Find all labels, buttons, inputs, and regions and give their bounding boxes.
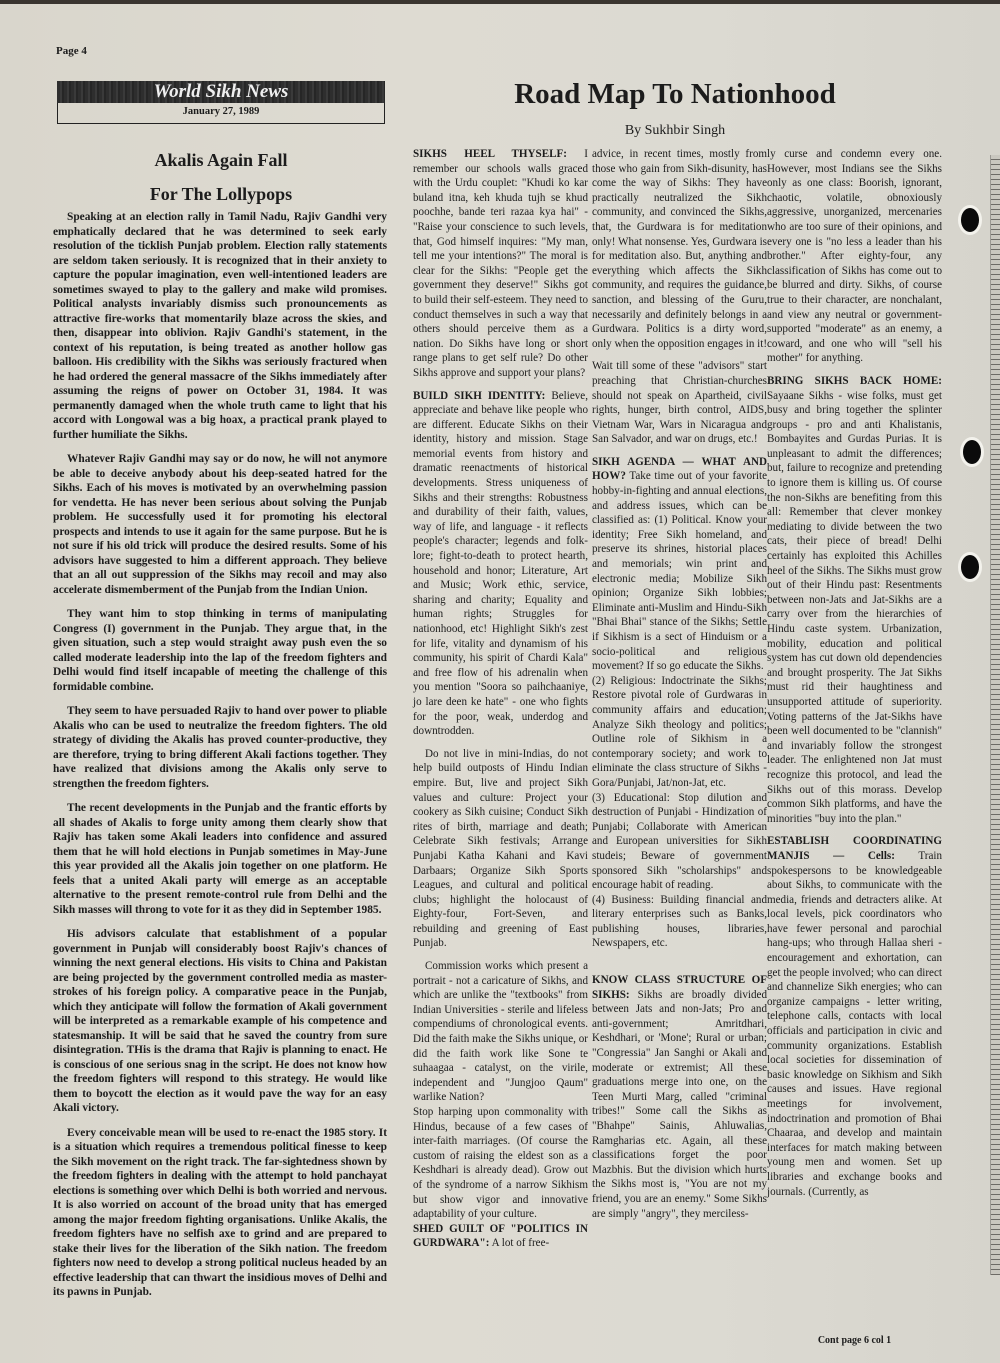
article-column-2 bbox=[592, 147, 767, 1229]
column-paragraph: ly curse and condemn every one. However, most Indians see the Sikhs only as one class: Boorish, ignorant, chaotic, volatile, obnoxiously aggressive, unorganized, mercenaries who are too sure of their opinions, and every one is "no less a leader than his brother." After eighty-four, any classification of Sikhs has come out to be blurred and dirty. Sikhs, of course true to their character, are nonchalant, and view any neutral or government-supported "moderate" as an enemy, a coward, and one who will "sell his mother" for anything. bbox=[767, 148, 942, 365]
column-paragraph: Stop harping upon commonality with Hindus, because of a few cases of inter-faith marriages. (Of course the custom of raising the eldest son as a Keshdhari is already dead). Grow out of the syndrome of a narrow Sikhism but show vigor and innovative adaptability of your culture. bbox=[413, 1106, 588, 1221]
punch-hole-icon bbox=[963, 440, 981, 464]
left-paragraph: Speaking at an election rally in Tamil Nadu, Rajiv Gandhi very emphatically declared that he was determined to seek early resolution of the ticklish Punjab problem. Election rally statements are seldom taken seriously. It is recognized that in their anxiety to capture the popular imagination, even well-intentioned leaders are sometimes swayed to play to the gallery and make wild promises. Political analysts invariably dismiss such pronouncements as attractive fire-works that momentarily blaze across the skies, and then, disappear into oblivion. Rajiv Gandhi's statement, in the context of his reputation, is being treated as another hollow gas balloon. His credibility with the Sikhs was seriously fractured when he had ordered the general massacre of the Sikhs immediately after assuming the reigns of power on October 31, 1984. It was permanently damaged when the whole truth came to light that his accord with Longowal was a big hoax, a practical prank played to further humiliate the Sikhs. bbox=[53, 211, 387, 441]
section-heading: ESTABLISH COORDINATING MANJIS — Cells: bbox=[767, 835, 942, 862]
section-heading: SIKH AGENDA — WHAT AND HOW? bbox=[592, 455, 767, 483]
paragraph-text: Train spokespersons to be knowledgeable about Sikhs, to communicate with the media, friends and detracters alike. At local levels, pick coordinators who have fewer personal and parochial hang-ups; who through Hallaa sheri - encouragement and exhortation, can get the people involved; who can direct and channelize Sikh energies; who can organize campaigns - letter writing, telephone calls, contacts with local officials and participation in civic and community organizations. Establish local societies for dissemination of basic knowledge on Sikhism and Sikh causes and issues. Have regional meetings for involvement, indoctrination and promotion of Bhai Chaaraa, and develop and maintain interfaces for match making between young men and women. Set up libraries and exchange books and journals. (Currently, as bbox=[767, 849, 942, 1198]
column-paragraph bbox=[767, 834, 942, 1199]
column-paragraph bbox=[413, 1222, 588, 1251]
column-paragraph: Wait till some of these "advisors" start preaching that Christian-churches should not speak on Apartheid, civil rights, hunger, birth control, AIDS, Vietnam War, Wars in Nicaragua and San Salvador, and war on drugs, etc.! bbox=[592, 360, 767, 446]
paragraph-text: Sikhs are broadly divided between Jats and non-Jats; Pro and anti-government; Amritdhari, Keshdhari, or 'Mone'; Rural or urban; "Congressia" Jan Sanghi or Akali and moderate or extremist; All these graduations merge into one, on the Teen Murti Marg, called "criminal tribes!" Some call the Sikhs as "Bhahpe" Sainis, Ahluwalias, Ramgharias etc. Again, all these classifications forget the poor Mazbhis. But the division which hurts the Sikhs most is, "You are not my friend, you are an enemy." Some Sikhs are simply "angry", they merciless- bbox=[592, 988, 767, 1220]
left-headline-line2: For The Lollypops bbox=[149, 184, 293, 204]
column-paragraph: Do not live in mini-Indias, do not help build outposts of Hindu Indian empire. But, live and project Sikh values and culture: Project your cookery as Sikh cuisine; Conduct Sikh rites of birth, marriage and death; Celebrate Sikh festivals; Arrange Punjabi Katha Kahani and Kavi Darbaars; Organize Sikh Sports Leagues, and cultural and political clubs; highlight the holocaust of Eighty-four, Fort-Seven, and rebuilding and greening of East Punjab. bbox=[413, 747, 588, 950]
paragraph-text: Believe, appreciate and behave like people who are different. Educate Sikhs on their identity, history and mission. Stage memorial events from history and dramatic reenactments of historical developments. Stress uniqueness of Sikhs and their strengths: Robustness and durability of their faith, values, way of life, and language - it reflects people's character; legends and folk-lore; fight-to-death to protect hearth, household and honor; Literature, Art and Music; Work ethic, service, sharing and charity; Equality and human rights; Struggles for nationhood, etc! Highlight Sikh's zest for life, vitality and dynamism of his community, his spirit of Chardi Kala" and free flow of his adrenalin when you mention "Soora so paihchaaniye, jo lare deen ke hate" - one who fights for the poor, weak, underdog and downtrodden. bbox=[413, 389, 588, 738]
masthead-date: January 27, 1989 bbox=[182, 106, 260, 117]
column-paragraph bbox=[592, 973, 767, 1221]
left-paragraph: Every conceivable mean will be used to re-enact the 1985 story. It is a situation which requires a tremendous political finesse to keep the Sikh movement on the right track. The far-sightedness shown by the freedom fighters in dealing with the attempt to hold panchayat elections is something over which Delhi is both worried and nervous. It is also worried on account of the broad unity that has emerged among the major freedom fighting organisations. Unlike Akalis, the freedom fighters have no selfish axe to grind and are prepared to stake their lives for the liberation of the Sikh nation. The freedom fighters now need to develop a strong political nucleus headed by an effective leadership that can thwart the insidious moves of Delhi and its pawns in Punjab. bbox=[53, 1126, 387, 1298]
column-paragraph: (4) Business: Building financial and literary enterprises such as Banks, publishing houses, libraries, Newspapers, etc. bbox=[592, 893, 767, 950]
left-paragraph: His advisors calculate that establishment of a popular government in Punjab will considerably boost Rajiv's chances of winning the next general elections. His visits to China and Pakistan are being projected by the government controlled media as master-strokes of his foreign policy. A comparative peace in the Punjab, which they anticipate will follow the formation of Akali government will be interpreted as a remarkable example of his competence and statesmanship. It will be said that he saved the country from sure disintegration. THis is the drama that Rajiv is planning to enact. He is conscious of one serious snag in the script. He does not know how the freedom fighters will respond to this strategy. He would like them to boycott the election as it would pave the way for an easy Akali victory. bbox=[53, 928, 387, 1114]
column-paragraph: (2) Religious: Indoctrinate the Sikhs; Restore pivotal role of Gurdwaras in community affairs and education; Analyze Sikh theology and politics; Outline role of Sikhism in a contemporary society; and work to eliminate the class structure of Sikhs - Gora/Punjabi, Jat/non-Jat, etc. bbox=[592, 674, 767, 789]
paragraph-text: I remember our schools walls graced with the Urdu couplet: "Khudi ko kar buland itna, keh khuda tujh se khud poochhe, bande teri razaa kya hai" - "Raise your conscience to such levels, that, God himself inquires: "My man, tell me your intentions?" The moral is clear for the Sikhs: "People get the government they deserve!" Sikhs got to build their self-esteem. They need to conduct themselves in such a way that others should perceive them as a nation. Do Sikhs have long or short range plans to get self rule? Do other Sikhs approve and support your plans? bbox=[413, 148, 588, 379]
left-headline-line1: Akalis Again Fall bbox=[154, 150, 288, 170]
punch-hole-icon bbox=[961, 208, 979, 232]
column-paragraph bbox=[413, 147, 588, 381]
article-column-3 bbox=[767, 147, 942, 1207]
left-paragraph: They want him to stop thinking in terms of manipulating Congress (I) government in the Punjab. They argue that, in the given situation, such a step would straight away push even the so called moderate leadership into the lap of the freedom fighters and Delhi would find itself incapable of meeting the challenge of this formidable combine. bbox=[53, 608, 387, 693]
left-paragraph: They seem to have persuaded Rajiv to hand over power to pliable Akalis who can be used to neutralize the freedom fighters. The old strategy of dividing the Akalis has proved counter-productive, they are therefore, trying to bring different Akali factions together. They have realized that divisions among the Akalis only serve to strengthen the freedom fighters. bbox=[53, 705, 387, 790]
punch-hole-icon bbox=[961, 555, 979, 579]
paragraph-text: Take time out of your favorite hobby-in-fighting and annual elections, and address issues, which can be classified as: (1) Political. Know your identity; Free Sikh homeland, and preserve its shrines, historial places and memorials; win print and electronic media; Mobilize Sikh opinion; Organize Sikh lobbies; Eliminate anti-Muslim and Hindu-Sikh "Bhai Bhai" stance of the Sikhs; Settle if Sikhism is a sect of Hinduism or a socio-political and religious movement? If so go educate the Sikhs. bbox=[592, 470, 767, 673]
main-article-byline: By Sukhbir Singh bbox=[624, 123, 726, 138]
column-paragraph: (3) Educational: Stop dilution and destruction of Punjabi - Hindization of Punjabi; Collaborate with American and European universities for Sikh studeis; Beware of government sponsored Sikh "scholarships" and encourage habit of reading. bbox=[592, 791, 767, 892]
main-article-title: Road Map To Nationhood bbox=[514, 78, 836, 110]
paragraph-text: A lot of free- bbox=[489, 1237, 550, 1250]
page-number: Page 4 bbox=[56, 45, 87, 57]
column-paragraph bbox=[592, 455, 767, 674]
continued-note: Cont page 6 col 1 bbox=[817, 1335, 892, 1346]
column-paragraph bbox=[413, 389, 588, 739]
section-heading: BUILD SIKH IDENTITY: bbox=[413, 389, 546, 402]
masthead-title: World Sikh News bbox=[153, 81, 289, 102]
paragraph-text: Sayaane Sikhs - wise folks, must get busy and bring together the splinter groups - pro and anti Khalistanis, Bombayites and Gurdas Purias. It is unpleasant to admit the differences; but, failure to recognize and pretending to ignore them is killing us. Of course the non-Sikhs are benefiting from this all: Remember that clever monkey mediating to divide between the two cats, their piece of bread! Delhi certainly has exploited this Achilles heel of the Sikhs. The Sikhs must grow out of their Hindu past: Resentments between non-Jats and Jat-Sikhs are a carry over from the hierarchies of Hindu caste system. Urbanization, mobility, education and political system has cut down old dependencies and brought prosperity. The Jat Sikhs must rid their haughtiness and unsupported attitude of superiority. Voting patterns of the Jat-Sikhs have been well documented to be "clannish" and invariably follow the strongest leader. The enlightened non Jat must recognize this protocol, and lead the Sikhs out of this morass. Develop common Sikh platforms, and have the minorities "buy into the plan." bbox=[767, 389, 942, 825]
article-column-1 bbox=[413, 147, 588, 1259]
section-heading: KNOW CLASS STRUCTURE OF SIKHS: bbox=[592, 974, 767, 1001]
binder-edge-ruler bbox=[990, 155, 1000, 1275]
page-top-edge bbox=[0, 0, 1000, 4]
section-heading: SHED GUILT OF "POLITICS IN GURDWARA": bbox=[413, 1222, 588, 1250]
column-paragraph: advice, in recent times, mostly from those who gain from Sikh-disunity, has come the way of Sikhs: They have practically neutralized the Sikh community, and convinced the Sikhs, that, the Gurdwara is for meditation only! What nonsense. Yes, Gurdwara is for meditation also. But, anything and everything which affects the Sikh community, and requires the guidance, sanction, and blessing of the Guru, necessarily and definitely belongs in a Gurdwara. Politics is a dirty word, only when the opposition engages in it! bbox=[592, 148, 768, 350]
left-paragraph: Whatever Rajiv Gandhi may say or do now, he will not anymore be able to deceive anybody about his deep-seated hatred for the Sikhs. Each of his moves is motivated by an overwhelming passion for vendetta. He has never been serious about solving the Punjab problem. He successfully used it for promoting his electoral prospects and intends to use it again for the same purpose. But he is not sure if his old trick will produce the desired results. Some of his advisors have suggested to him a different approach. They believe that an all out suppression of the Sikhs may recoil and may also accelerate dismemberment of the Punjab from the Indian Union. bbox=[53, 453, 387, 596]
left-paragraph: The recent developments in the Punjab and the frantic efforts by all shades of Akalis to forge unity among them clearly show that Rajiv has taken some Akali leaders into confidence and assured them that he will hold elections in Punjab sometimes in May-June this year provided all the Akalis join together on one platform. He feels that a united Akali party will emerge as an acceptable alternative to the present remote-control rule from Delhi and the Sikh masses will throng to vote for it as they did in September 1985. bbox=[53, 802, 387, 916]
left-article-body bbox=[53, 210, 387, 1310]
column-paragraph bbox=[767, 374, 942, 826]
section-heading: BRING SIKHS BACK HOME: bbox=[767, 374, 942, 387]
section-heading: SIKHS HEEL THYSELF: bbox=[413, 148, 567, 160]
column-paragraph: Commission works which present a portrait - not a caricature of Sikhs, and which are unlike the "textbooks" from Indian Universities - sterile and lifeless compendiums of chronological events. Did the faith make the Sikhs unique, or did the faith work like Sone te suhaagaa - catalyst, on the virile, independent and "Jungjoo Qaum" warlike Nation? bbox=[413, 960, 588, 1104]
